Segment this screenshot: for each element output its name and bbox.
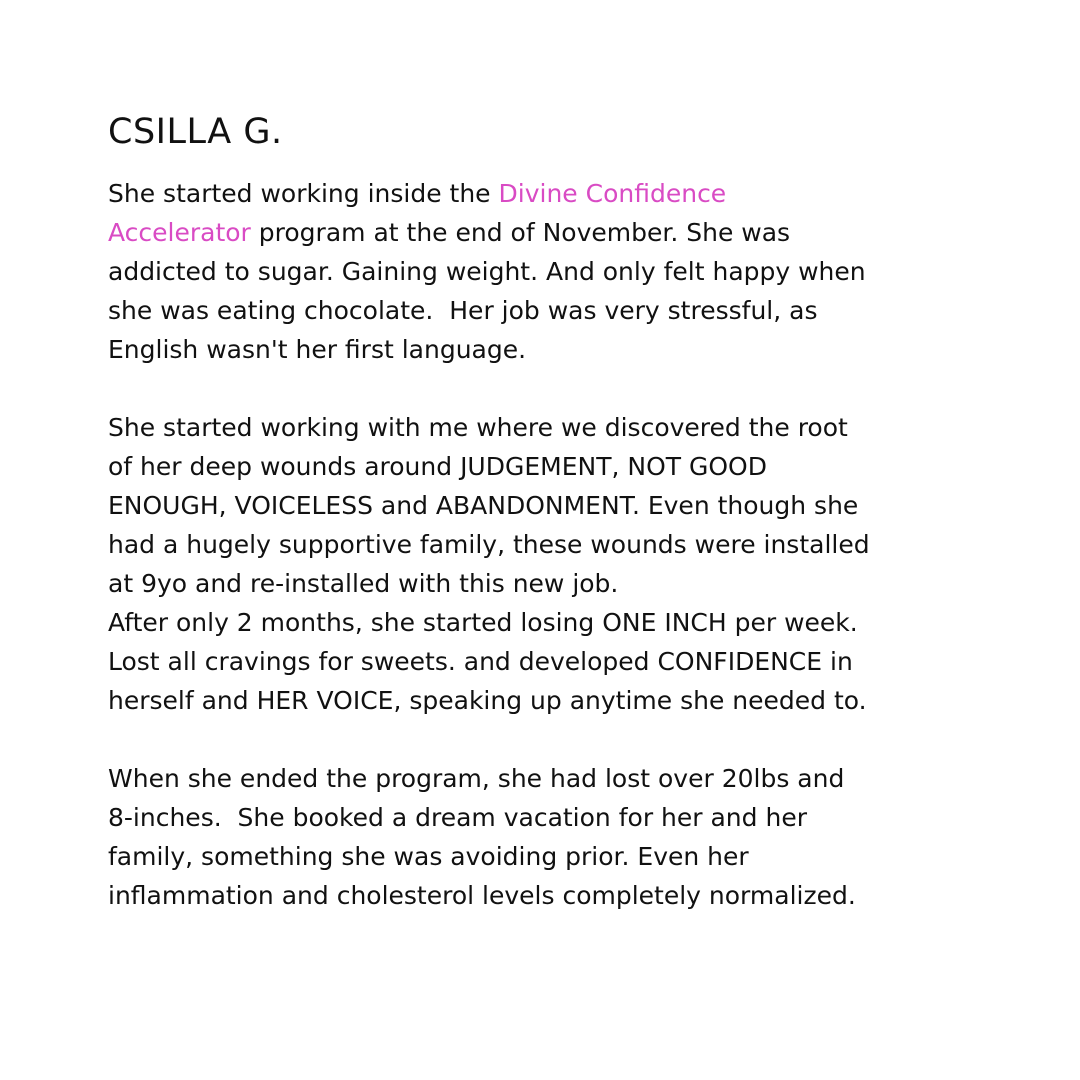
paragraph-line: of her deep wounds around JUDGEMENT, NOT GOOD <box>108 452 767 481</box>
paragraph-line <box>108 213 1008 252</box>
paragraph-line <box>108 174 1008 213</box>
paragraph-line: 8-inches. She booked a dream vacation for her and her <box>108 803 807 832</box>
intro-text: She started working inside the <box>108 179 499 208</box>
intro-text: program at the end of November. She was <box>250 218 791 247</box>
paragraph-line: She started working with me where we discovered the root <box>108 413 848 442</box>
paragraph-line: inflammation and cholesterol levels completely normalized. <box>108 881 856 910</box>
paragraph-line: ENOUGH, VOICELESS and ABANDONMENT. Even though she <box>108 491 859 520</box>
paragraph-journey <box>108 408 1008 720</box>
paragraph-line: addicted to sugar. Gaining weight. And only felt happy when <box>108 257 866 286</box>
paragraph-line: Lost all cravings for sweets. and developed CONFIDENCE in <box>108 647 853 676</box>
paragraph-results <box>108 759 1008 915</box>
paragraph-spacer <box>108 720 1008 759</box>
paragraph-line: English wasn't her first language. <box>108 335 527 364</box>
program-name-highlight: Divine Confidence <box>498 179 727 208</box>
client-name: CSILLA G. <box>108 112 283 152</box>
paragraph-line: When she ended the program, she had lost over 20lbs and <box>108 764 845 793</box>
paragraph-line: After only 2 months, she started losing ONE INCH per week. <box>108 608 858 637</box>
paragraph-line: family, something she was avoiding prior. Even her <box>108 842 749 871</box>
testimonial-card <box>108 108 1008 915</box>
paragraph-line: she was eating chocolate. Her job was very stressful, as <box>108 296 818 325</box>
program-name-highlight: Accelerator <box>108 218 251 247</box>
paragraph-line: at 9yo and re-installed with this new job. <box>108 569 619 598</box>
paragraph-spacer <box>108 369 1008 408</box>
paragraph-intro <box>108 174 1008 369</box>
paragraph-line: had a hugely supportive family, these wounds were installed <box>108 530 870 559</box>
paragraph-line: herself and HER VOICE, speaking up anytime she needed to. <box>108 686 867 715</box>
